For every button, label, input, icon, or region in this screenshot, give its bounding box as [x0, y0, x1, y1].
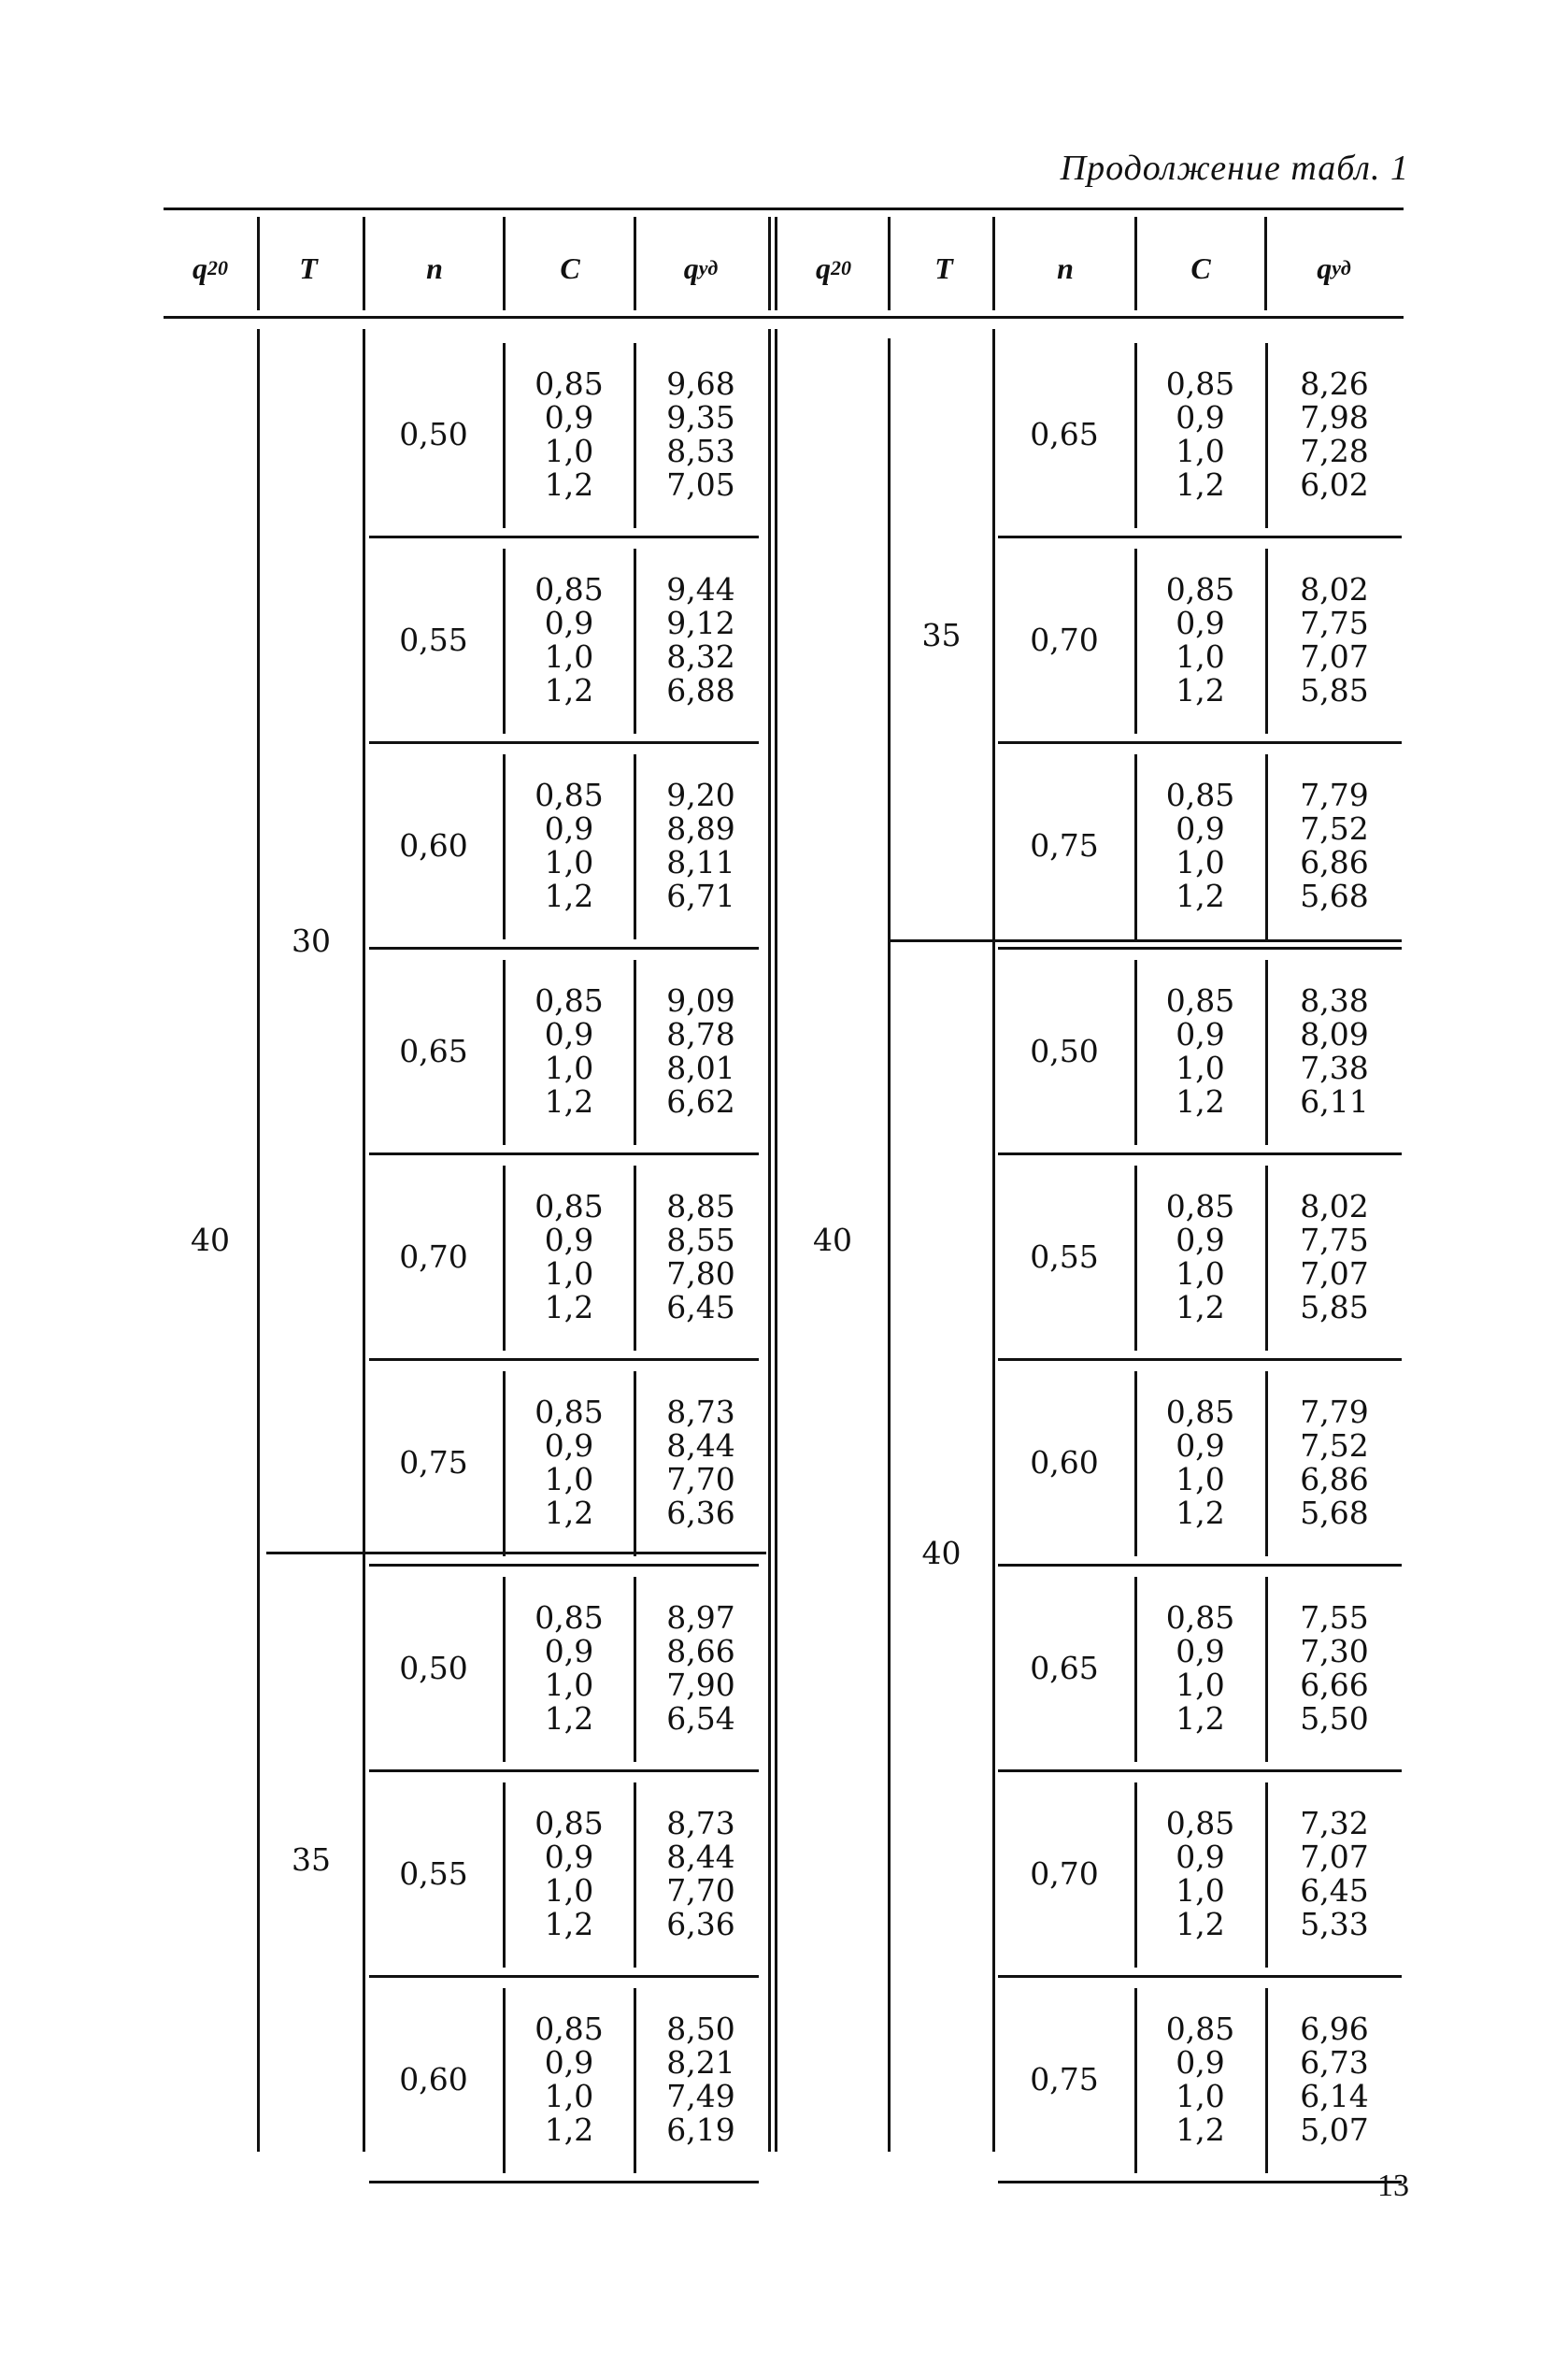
- right-qud-values: 7,55 7,30 6,66 5,50: [1300, 1599, 1369, 1737]
- cell-divider: [1134, 754, 1137, 939]
- page-number: 13: [1377, 2169, 1409, 2203]
- right-q20-value: 40: [813, 1222, 852, 1258]
- right-qud-values: 7,79 7,52 6,86 5,68: [1300, 1394, 1369, 1531]
- header-divider: [503, 217, 506, 310]
- left-qud-values: 8,73 8,44 7,70 6,36: [666, 1805, 735, 1942]
- right-n-value: 0,75: [1030, 827, 1099, 864]
- left-qud-values: 9,68 9,35 8,53 7,05: [666, 365, 735, 503]
- left-c-values: 0,85 0,9 1,0 1,2: [535, 2011, 604, 2148]
- cell-divider: [634, 754, 636, 939]
- right-n-value: 0,70: [1030, 1855, 1099, 1892]
- right-c-values: 0,85 0,9 1,0 1,2: [1165, 982, 1235, 1120]
- cell-divider: [634, 960, 636, 1145]
- right-qud-values: 8,38 8,09 7,38 6,11: [1300, 982, 1369, 1120]
- right-c-values: 0,85 0,9 1,0 1,2: [1165, 1188, 1235, 1325]
- cell-divider: [503, 1166, 506, 1351]
- right-c-values: 0,85 0,9 1,0 1,2: [1165, 1394, 1235, 1531]
- header-divider: [768, 217, 771, 310]
- cell-divider: [1134, 1577, 1137, 1762]
- right-n-value: 0,75: [1030, 2061, 1099, 2097]
- cell-divider: [503, 960, 506, 1145]
- right-t-value: 35: [921, 616, 962, 653]
- column-divider: [768, 329, 771, 2152]
- cell-divider: [1134, 1166, 1137, 1351]
- cell-divider: [1134, 1371, 1137, 1556]
- header-q20-right: q 20: [816, 251, 851, 285]
- left-c-values: 0,85 0,9 1,0 1,2: [535, 982, 604, 1120]
- table-header-rule: [164, 316, 1404, 319]
- header-qud-left: q уд: [683, 251, 719, 285]
- right-qud-values: 7,79 7,52 6,86 5,68: [1300, 777, 1369, 914]
- left-q20-value: 40: [191, 1222, 230, 1258]
- cell-divider: [503, 1371, 506, 1556]
- table-continuation-caption: Продолжение табл. 1: [1060, 149, 1409, 188]
- left-n-value: 0,70: [399, 1238, 468, 1275]
- header-divider: [888, 217, 891, 310]
- header-divider: [992, 217, 995, 310]
- left-t-value: 35: [292, 1840, 331, 1878]
- right-qud-values: 8,02 7,75 7,07 5,85: [1300, 1188, 1369, 1325]
- left-n-value: 0,50: [399, 1650, 468, 1686]
- header-divider: [363, 217, 365, 310]
- right-c-values: 0,85 0,9 1,0 1,2: [1165, 365, 1235, 503]
- cell-divider: [1134, 343, 1137, 528]
- right-n-value: 0,60: [1030, 1444, 1099, 1481]
- right-qud-values: 8,02 7,75 7,07 5,85: [1300, 571, 1369, 709]
- cell-divider: [503, 1782, 506, 1968]
- right-c-values: 0,85 0,9 1,0 1,2: [1165, 777, 1235, 914]
- cell-divider: [1134, 1988, 1137, 2173]
- cell-divider: [1265, 1166, 1268, 1351]
- left-c-values: 0,85 0,9 1,0 1,2: [535, 1394, 604, 1531]
- left-c-values: 0,85 0,9 1,0 1,2: [535, 365, 604, 503]
- left-c-values: 0,85 0,9 1,0 1,2: [535, 1805, 604, 1942]
- header-divider: [775, 217, 777, 310]
- right-n-value: 0,50: [1030, 1033, 1099, 1069]
- header-c-left: C: [560, 251, 580, 285]
- header-n-right: n: [1057, 251, 1074, 285]
- right-n-value: 0,65: [1030, 1650, 1099, 1686]
- left-c-values: 0,85 0,9 1,0 1,2: [535, 571, 604, 709]
- right-qud-values: 7,32 7,07 6,45 5,33: [1300, 1805, 1369, 1942]
- cell-divider: [503, 343, 506, 528]
- left-n-value: 0,60: [399, 827, 468, 864]
- header-n-left: n: [426, 251, 443, 285]
- right-n-value: 0,55: [1030, 1238, 1099, 1275]
- header-t-left: T: [299, 251, 318, 285]
- left-n-value: 0,55: [399, 622, 468, 658]
- header-t-right: T: [934, 251, 953, 285]
- cell-divider: [503, 1988, 506, 2173]
- header-q20-left: q 20: [192, 251, 228, 285]
- left-n-value: 0,50: [399, 416, 468, 452]
- cell-divider: [634, 1166, 636, 1351]
- header-divider: [1264, 217, 1267, 310]
- cell-divider: [634, 1988, 636, 2173]
- left-n-value: 0,75: [399, 1444, 468, 1481]
- header-c-right: C: [1190, 251, 1211, 285]
- left-qud-values: 9,20 8,89 8,11 6,71: [666, 777, 735, 914]
- cell-divider: [1265, 754, 1268, 939]
- header-divider: [1134, 217, 1137, 310]
- cell-divider: [1265, 1988, 1268, 2173]
- right-c-values: 0,85 0,9 1,0 1,2: [1165, 571, 1235, 709]
- left-n-value: 0,65: [399, 1033, 468, 1069]
- cell-divider: [1134, 549, 1137, 734]
- cell-divider: [1265, 1782, 1268, 1968]
- left-qud-values: 8,50 8,21 7,49 6,19: [666, 2011, 735, 2148]
- header-divider: [257, 217, 260, 310]
- left-qud-values: 8,97 8,66 7,90 6,54: [666, 1599, 735, 1737]
- cell-divider: [503, 754, 506, 939]
- left-qud-values: 8,73 8,44 7,70 6,36: [666, 1394, 735, 1531]
- left-qud-values: 9,44 9,12 8,32 6,88: [666, 571, 735, 709]
- cell-divider: [634, 549, 636, 734]
- right-c-values: 0,85 0,9 1,0 1,2: [1165, 1805, 1235, 1942]
- right-n-value: 0,70: [1030, 622, 1099, 658]
- right-qud-values: 8,26 7,98 7,28 6,02: [1300, 365, 1369, 503]
- left-qud-values: 8,85 8,55 7,80 6,45: [666, 1188, 735, 1325]
- cell-divider: [1134, 960, 1137, 1145]
- t-group-separator: [266, 1552, 766, 1554]
- cell-divider: [1265, 1371, 1268, 1556]
- cell-divider: [503, 1577, 506, 1762]
- cell-divider: [1265, 1577, 1268, 1762]
- cell-divider: [634, 1577, 636, 1762]
- cell-divider: [634, 1782, 636, 1968]
- cell-divider: [1265, 549, 1268, 734]
- left-t-value: 30: [292, 923, 331, 959]
- left-n-value: 0,60: [399, 2061, 468, 2097]
- left-n-value: 0,55: [399, 1855, 468, 1892]
- cell-divider: [503, 549, 506, 734]
- cell-divider: [1265, 960, 1268, 1145]
- left-qud-values: 9,09 8,78 8,01 6,62: [666, 982, 735, 1120]
- table-top-rule: [164, 208, 1404, 210]
- cell-divider: [634, 1371, 636, 1556]
- left-c-values: 0,85 0,9 1,0 1,2: [535, 1188, 604, 1325]
- header-qud-right: q уд: [1317, 251, 1351, 285]
- header-divider: [634, 217, 636, 310]
- right-c-values: 0,85 0,9 1,0 1,2: [1165, 2011, 1235, 2148]
- right-c-values: 0,85 0,9 1,0 1,2: [1165, 1599, 1235, 1737]
- row-separator: [369, 2181, 759, 2183]
- left-c-values: 0,85 0,9 1,0 1,2: [535, 1599, 604, 1737]
- cell-divider: [1134, 1782, 1137, 1968]
- right-n-value: 0,65: [1030, 416, 1099, 452]
- left-c-values: 0,85 0,9 1,0 1,2: [535, 777, 604, 914]
- t-group-separator: [890, 939, 1402, 942]
- right-qud-values: 6,96 6,73 6,14 5,07: [1300, 2011, 1369, 2148]
- right-t-value: 40: [921, 1535, 962, 1571]
- cell-divider: [1265, 343, 1268, 528]
- row-separator: [998, 2181, 1402, 2183]
- cell-divider: [634, 343, 636, 528]
